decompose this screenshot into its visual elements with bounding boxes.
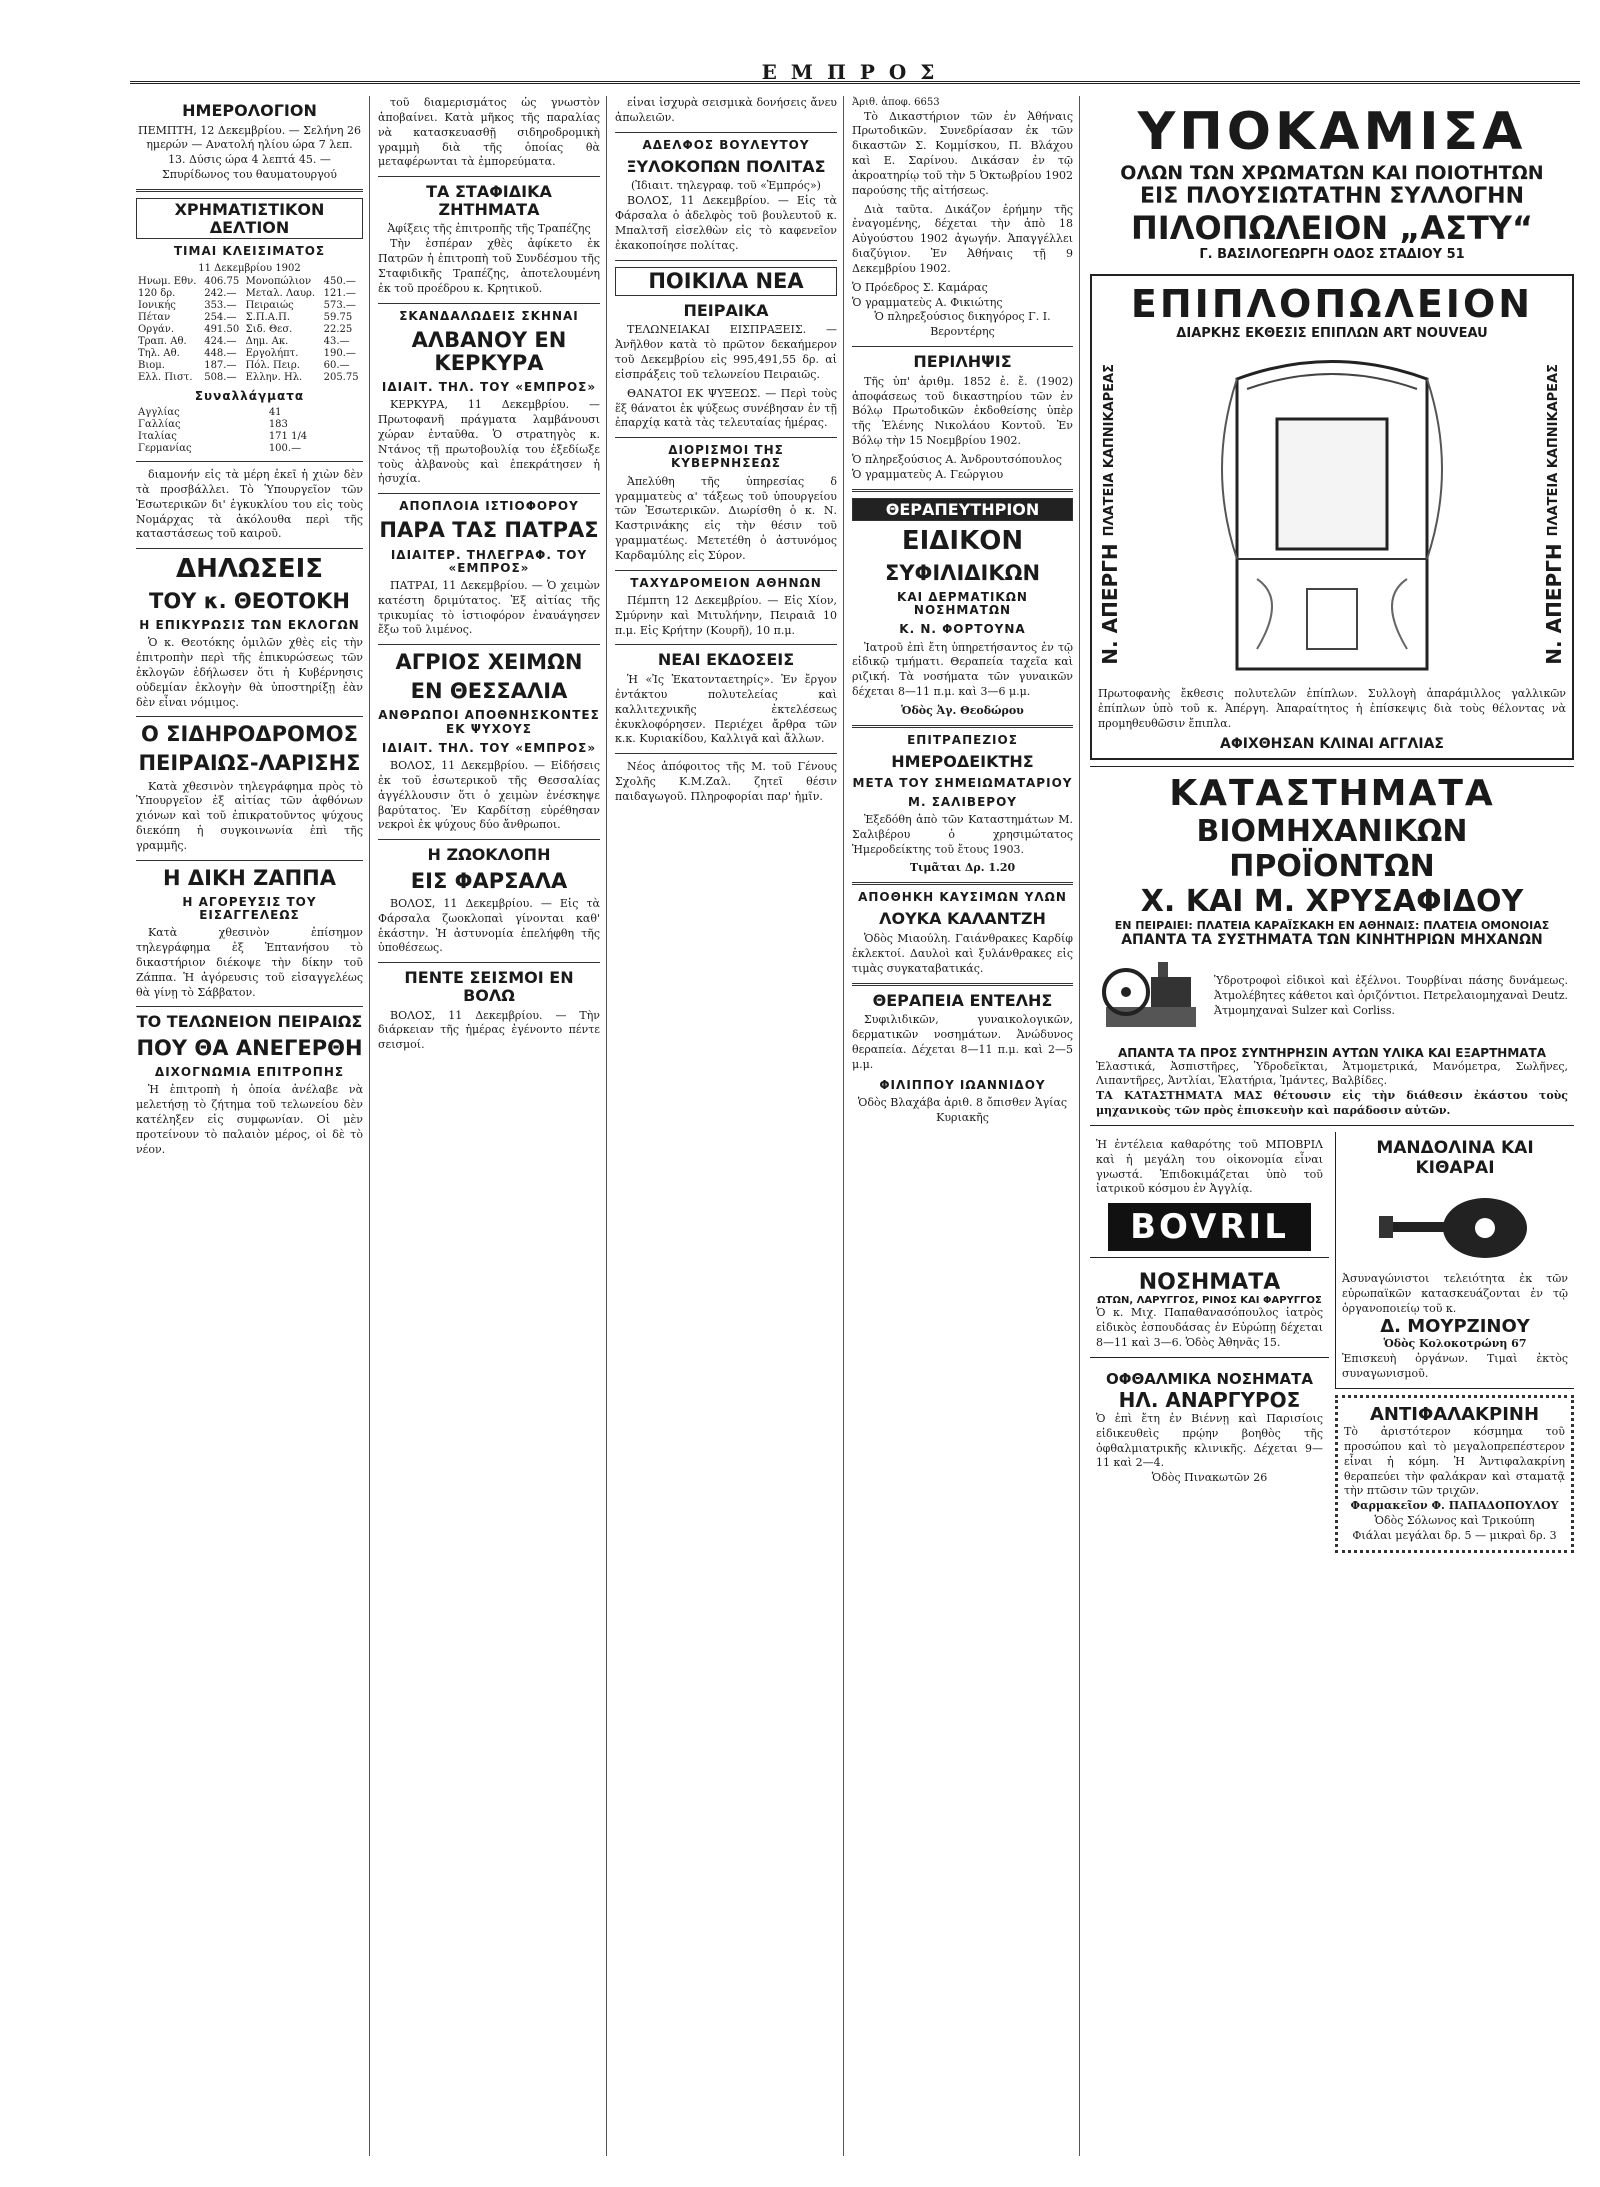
anti-addr: Ὁδὸς Σόλωνος καὶ Τρικούπη: [1374, 1514, 1535, 1528]
cure-title: ΘΕΡΑΠΕΙΑ ΕΝΤΕΛΗΣ: [872, 990, 1053, 1010]
stores-loc: ΕΝ ΠΕΙΡΑΙΕΙ: ΠΛΑΤΕΙΑ ΚΑΡΑΪΣΚΑΚΗ ΕΝ ΑΘΗΝΑΙΣ: ΠΛΑΤΕΙΑ ΟΜΟΝΟΙΑΣ: [1114, 918, 1550, 932]
signature: Ὁ πληρεξούσιος δικηγόρος Γ. Ι. Βεροντέρης: [874, 310, 1051, 339]
industrial-ad: [1090, 766, 1574, 1126]
patras-src: ΙΔΙΑΙΤΕΡ. ΤΗΛΕΓΡΑΦ. ΤΟΥ «ΕΜΠΡΟΣ»: [390, 547, 588, 575]
stores-name: Χ. ΚΑΙ Μ. ΧΡΥΣΑΦΙΔΟΥ: [1140, 883, 1524, 919]
stores-text: Ὑδροτροφοὶ εἰδικοὶ καὶ ἐξέλνοι. Τουρβίναι πάσης δυνάμεως. Ἀτμολέβητες κάθετοι καὶ ὁριζόντιοι. Πετρελαιομηχαναὶ Deutz. Ἀτμομηχαναὶ Sulzer καὶ Corliss.: [1214, 974, 1568, 1017]
therapy-sub: ΕΙΔΙΚΟΝ: [901, 526, 1024, 557]
furn-side-left: [1098, 364, 1122, 665]
rate-cell: Σ.Π.Α.Π.: [245, 311, 291, 323]
customs-sub: ΠΟΥ ΘΑ ΑΝΕΓΕΡΘΗ: [136, 1036, 363, 1061]
therapy-sub3: ΚΑΙ ΔΕΡΜΑΤΙΚΩΝ ΝΟΣΗΜΑΤΩΝ: [897, 589, 1028, 618]
govt-title: ΔΙΟΡΙΣΜΟΙ ΤΗΣ ΚΥΒΕΡΝΗΣΕΩΣ: [668, 443, 784, 471]
winter-sub: ΕΝ ΘΕΣΣΑΛΙΑ: [410, 679, 568, 704]
shirts-title: ΥΠΟΚΑΜΙΣΑ: [1137, 102, 1527, 162]
mandolin-addr: Ὁδὸς Κολοκοτρώνη 67: [1383, 1337, 1527, 1351]
parts-text: Ἐλαστικά, Ἀσπιστῆρες, Ὑδροδεῖκται, Ἀτμομετρικά, Μανόμετρα, Σωλῆνες, Λιπαντῆρες, Ἀντλίαι, Ἐλατήρια, Ἰμάντες, Βαλβίδες.: [1096, 1059, 1568, 1088]
divider: [378, 962, 600, 963]
exchange-cell: Αγγλίας: [138, 407, 180, 419]
eye-doc: ΗΛ. ΑΝΑΡΓΥΡΟΣ: [1118, 1387, 1301, 1412]
raisin-title: ΤΑ ΣΤΑΦΙΔΙΚΑ ΖΗΤΗΜΑΤΑ: [426, 182, 552, 219]
divider: [136, 548, 363, 549]
quake-title: ΠΕΝΤΕ ΣΕΙΣΜΟΙ ΕΝ ΒΟΛΩ: [404, 968, 574, 1005]
signature: Ὁ γραμματεὺς Α. Γεώργιου: [852, 467, 1004, 481]
mandolin-more: Ἐπισκευὴ ὀργάνων. Τιμαὶ ἐκτὸς συναγωνισμοῦ.: [1342, 1352, 1568, 1381]
exchange-cell: Ιταλίας: [138, 431, 177, 443]
bulletin-title: ΧΡΗΜΑΤΙΣΤΙΚΟΝ ΔΕΛΤΙΟΝ: [136, 198, 363, 239]
article-text: Κατὰ χθεσινὸν ἐπίσημον τηλεγράφημα ἐξ Ἑπτανήσου τὸ δικαστήριον διέκοψε τὴν δίκην τοῦ Ζάππα. Ἡ ἀγόρευσις τοῦ εἰσαγγελέως θὰ γίνῃ τὸ Σάββατον.: [136, 926, 363, 999]
misc-title: ΠΟΙΚΙΛΑ ΝΕΑ: [615, 267, 837, 296]
winter-title: ΑΓΡΙΟΣ ΧΕΙΜΩΝ: [395, 650, 583, 675]
exchange-row: [136, 431, 363, 443]
divider: [852, 882, 1073, 885]
exchange-cell: Γερμανίας: [138, 443, 192, 455]
masthead: ΕΜΠΡΟΣ: [130, 60, 1580, 84]
rate-cell: 508.—: [204, 371, 237, 383]
rate-cell: Σιδ. Θεσ.: [245, 323, 293, 335]
article-text: ΤΕΛΩΝΕΙΑΚΑΙ ΕΙΣΠΡΑΞΕΙΣ. — Ἀνῆλθον κατὰ τὸ πρῶτον δεκαήμερον τοῦ Δεκεμβρίου εἰς 995,491,55 δρ. αἱ εἰσπράξεις τοῦ τελωνείου Πειραιῶς. ΘΑΝΑΤΟΙ ΕΚ ΨΥΞΕΩΣ. — Περὶ τοὺς ἕξ θάνατοι ἐκ ψύξεως συνέβησαν ἐν τῇ ἐπαρχίᾳ κατὰ τὰς τελευταίας ἡμέρας.: [615, 323, 837, 430]
diary-text: ΠΕΜΠΤΗ, 12 Δεκεμβρίου. — Σελήνη 26 ημερών — Ανατολή ηλίου ώρα 7 λεπ. 13. Δύσις ώρα 4 λεπτά 45. — Σπυρίδωνος του θαυματουργού: [137, 123, 361, 182]
article-text: Ἡ ἐπιτροπὴ ἡ ὁποία ἀνέλαβε νὰ μελετήσῃ τὸ ζήτημα τοῦ τελωνείου δὲν κατέληξεν εἰς συμφωνίαν. Οἱ μὲν προτείνουν τὸ παλαιὸν μέρος, οἱ δὲ τὸ νέον.: [136, 1083, 363, 1156]
rate-cell: 121.—: [323, 287, 356, 299]
exchange-row: [136, 443, 363, 455]
anti-title: ΑΝΤΙΦΑΛΑΚΡΙΝΗ: [1369, 1403, 1540, 1425]
divider: [615, 570, 837, 571]
rate-cell: Πόλ. Πειρ.: [245, 359, 300, 371]
store-name: ΛΟΥΚΑ ΚΑΛΑΝΤΖΗ: [879, 909, 1046, 929]
cure-doc: ΦΙΛΙΠΠΟΥ ΙΩΑΝΝΙΔΟΥ: [879, 1077, 1046, 1092]
article-text: Συφιλιδικῶν, γυναικολογικῶν, δερματικῶν νοσημάτων. Ἀνώδυνος θεραπεία. Δέχεται 8—11 π.μ. καὶ 2—5 μ.μ.: [852, 1013, 1073, 1071]
rate-row: [136, 312, 363, 324]
rate-cell: 448.—: [204, 347, 237, 359]
rate-cell: Πέταν: [138, 311, 171, 323]
diary-title: ΗΜΕΡΟΛΟΓΙΟΝ: [182, 101, 317, 120]
divider: [615, 753, 837, 754]
patras-sub: ΠΑΡΑ ΤΑΣ ΠΑΤΡΑΣ: [379, 518, 599, 543]
column-ads: [1084, 96, 1580, 2156]
railway-sub: ΠΕΙΡΑΙΩΣ-ΛΑΡΙΣΗΣ: [138, 751, 361, 776]
zoo-title: Η ΖΩΟΚΛΟΠΗ: [427, 845, 551, 865]
divider: [852, 346, 1073, 347]
ads-row: [1090, 1132, 1574, 1559]
furn-text: Πρωτοφανὴς ἔκθεσις πολυτελῶν ἐπίπλων. Συλλογὴ ἀπαράμιλλος γαλλικῶν ἐπίπλων ὑπὸ τοῦ κ. Ἀπέργη. Ἀπαραίτητος ἡ ἐπίσκεψις διὰ τοὺς θέλοντας νὰ προμηθευθῶσιν ἔπιπλα.: [1098, 687, 1566, 730]
mandolin-maker: Δ. ΜΟΥΡΖΙΝΟΥ: [1380, 1316, 1530, 1338]
rate-cell: Βιομ.: [138, 359, 165, 371]
rate-cell: Μεταλ. Λαυρ.: [245, 287, 316, 299]
customs-sub2: ΔΙΧΟΓΝΩΜΙΑ ΕΠΙΤΡΟΠΗΣ: [154, 1065, 345, 1080]
winter-sub2: ΑΝΘΡΩΠΟΙ ΑΠΟΘΝΗΣΚΟΝΤΕΣ ΕΚ ΨΥΧΟΥΣ: [378, 708, 600, 736]
furn-side-name: Ν. ΑΠΕΡΓΗ: [1098, 543, 1122, 665]
calendar-price: Τιμᾶται Δρ. 1.20: [909, 861, 1016, 875]
exchange-cell: 41: [268, 407, 282, 419]
furn-side-right: [1542, 364, 1566, 665]
shirts-line2: ΕΙΣ ΠΛΟΥΣΙΩΤΑΤΗΝ ΣΥΛΛΟΓΗΝ: [1140, 184, 1524, 209]
rate-cell: 187.—: [204, 359, 237, 371]
furn-side-place: ΠΛΑΤΕΙΑ ΚΑΠΝΙΚΑΡΕΑΣ: [1546, 363, 1561, 537]
bovril-logo: BOVRIL: [1108, 1203, 1311, 1251]
mandolin-illustration: [1375, 1178, 1535, 1268]
article-text: Νέος ἀπόφοιτος τῆς Μ. τοῦ Γένους Σχολῆς Κ.Μ.Ζαλ. ζητεῖ θέσιν παιδαγωγοῦ. Πληροφορίαι παρ' ἡμῖν.: [615, 760, 837, 803]
stores-all: ΑΠΑΝΤΑ ΤΑ ΣΥΣΤΗΜΑΤΑ ΤΩΝ ΚΙΝΗΤΗΡΙΩΝ ΜΗΧΑΝΩΝ: [1121, 931, 1543, 948]
mandolin-ad: [1335, 1132, 1574, 1389]
brother-title: ΑΔΕΛΦΟΣ ΒΟΥΛΕΥΤΟΥ: [642, 137, 810, 152]
rate-cell: 190.—: [323, 347, 356, 359]
rate-cell: 450.—: [323, 275, 356, 287]
exchange-cell: 183: [268, 419, 288, 431]
article-text: Ἐξεδόθη ἀπὸ τῶν Καταστημάτων Μ. Σαλιβέρου ὁ χρησιμώτατος Ἡμεροδείκτης τοῦ ἔτους 1903.: [852, 812, 1073, 856]
brother-sub: ΞΥΛΟΚΟΠΩΝ ΠΟΛΙΤΑΣ: [626, 156, 826, 176]
rate-row: [136, 324, 363, 336]
albanos-src: ΙΔΙΑΙΤ. ΤΗΛ. ΤΟΥ «ΕΜΠΡΟΣ»: [381, 380, 597, 394]
rate-cell: 22.25: [323, 323, 353, 335]
rate-cell: 406.75: [204, 275, 240, 287]
anti-prices: Φιάλαι μεγάλαι δρ. 5 — μικραὶ δρ. 3: [1352, 1528, 1557, 1542]
article-text: ΚΕΡΚΥΡΑ, 11 Δεκεμβρίου. — Πρωτοφανῆ πράγματα λαμβάνουσι χώραν ἐνταῦθα. Ὁ στρατηγὸς κ. Ντάνος τῇ πρωτοβουλίᾳ του ἐξεδίωξε τοὺς ἀλβανοὺς καὶ ἐπεκράτησεν ἡ ἡσυχία.: [378, 398, 600, 486]
stores-title: ΚΑΤΑΣΤΗΜΑΤΑ: [1169, 772, 1495, 814]
divider: [378, 493, 600, 494]
article-text: ΒΟΛΟΣ, 11 Δεκεμβρίου. — Εἰς τὰ Φάρσαλα ζωοκλοπαὶ γίνονται καθ' ἑκάστην. Ἡ ἀστυνομία ἐπελήφθη τῆς ὑποθέσεως.: [378, 896, 600, 955]
exchange-row: [136, 419, 363, 431]
patras-title: ΑΠΟΠΛΟΙΑ ΙΣΤΙΟΦΟΡΟΥ: [399, 499, 579, 514]
cure-addr: Ὁδὸς Βλαχάβα ἀριθ. 8 ὄπισθεν Ἁγίας Κυριακῆς: [857, 1095, 1068, 1124]
rate-cell: 353.—: [204, 299, 237, 311]
article-text: διαμονήν εἰς τὰ μέρη ἐκεῖ ἡ χιὼν δὲν τὰ προσβάλλει. Τὸ Ὑπουργεῖον τῶν Ἐσωτερικῶν δι' ἐγκυκλίου του εἰς τοὺς Νομάρχας τὰ ἀκόλουθα περὶ τῆς καταστάσεως τοῦ καιροῦ.: [136, 468, 363, 541]
divider: [852, 983, 1073, 986]
anti-text: Τὸ ἀριστότερον κόσμημα τοῦ προσώπου καὶ τὸ μεγαλοπρεπέστερον εἶναι ἡ κόμη. Ἡ Ἀντιφαλακρίνη θεραπεύει τὴν φαλάκραν καὶ σταματᾷ τὴν πτῶσιν τῶν τριχῶν.: [1344, 1424, 1565, 1498]
article-text: ΒΟΛΟΣ, 11 Δεκεμβρίου. — Εἰς τὰ Φάρσαλα ὁ ἀδελφὸς τοῦ βουλευτοῦ κ. Μπαλτσῆ εἰσελθὼν εἰς τὸ καφενεῖον ἐκακοποίησε πολίτας.: [615, 194, 837, 252]
eye-title: ΟΦΘΑΛΜΙΚΑ ΝΟΣΗΜΑΤΑ: [1106, 1369, 1313, 1388]
exchange-row: [136, 407, 363, 419]
engine-illustration: [1096, 952, 1206, 1042]
furn-visual: [1098, 341, 1566, 687]
disease-title: ΝΟΣΗΜΑΤΑ: [1138, 1270, 1281, 1296]
newspaper-page: [130, 60, 1580, 2160]
rate-cell: Ελλ. Πιστ.: [138, 371, 193, 383]
article-text: Ὁδὸς Μιαούλη. Γαιάνθρακες Καρδίφ ἐκλεκτοί. Δαυλοὶ καὶ ξυλάνθρακες εἰς τιμὰς συγκαταβατικάς.: [852, 932, 1073, 975]
article-text: Πέμπτη 12 Δεκεμβρίου. — Εἰς Χίον, Σμύρνην καὶ Μιτυλήνην, Πειραιᾶ 10 π.μ. Εἰς Κρήτην (Κουρῆ), 10 π.μ.: [615, 593, 837, 637]
zoo-sub: ΕΙΣ ΦΑΡΣΑΛΑ: [410, 868, 568, 893]
divider: [378, 303, 600, 304]
summary-title: ΠΕΡΙΛΗΨΙΣ: [913, 352, 1012, 372]
article-text: Ἀπελύθη τῆς ὑπηρεσίας δ γραμματεὺς α' τάξεως τοῦ ὑπουργείου τῶν Ἐσωτερικῶν. Διωρίσθη ὁ κ. Ν. Καστρινάκης εἰς τὴν θέσιν τοῦ γραμματέως. Μετετέθη ὁ ἀστυνόμος Καρδαμύλης εἰς Σύρον.: [615, 474, 837, 562]
railway-title: Ο ΣΙΔΗΡΟΔΡΟΜΟΣ: [141, 722, 358, 747]
right-ads: [1335, 1132, 1574, 1559]
rate-cell: 60.—: [323, 359, 350, 371]
article-text: ΒΟΛΟΣ, 11 Δεκεμβρίου. — Τὴν διάρκειαν τῆς ἡμέρας ἐγένοντο πέντε σεισμοί.: [378, 1008, 600, 1052]
rate-cell: 573.—: [323, 299, 356, 311]
bovril-ad: [1090, 1132, 1329, 1258]
winter-src: ΙΔΙΑΙΤ. ΤΗΛ. ΤΟΥ «ΕΜΠΡΟΣ»: [381, 740, 597, 755]
disease-ad: [1090, 1264, 1329, 1358]
rate-cell: Δημ. Ακ.: [245, 335, 289, 347]
column-1: [130, 96, 370, 2156]
calendar-sub2: ΜΕΤΑ ΤΟΥ ΣΗΜΕΙΩΜΑΤΑΡΙΟΥ: [852, 775, 1073, 790]
divider: [378, 839, 600, 840]
exchange-cell: 171 1/4: [268, 431, 308, 443]
rate-cell: Τηλ. Αθ.: [138, 347, 180, 359]
divider: [378, 176, 600, 177]
rate-cell: Οργάν.: [138, 323, 175, 335]
declarations-title: ΔΗΛΩΣΕΙΣ: [175, 554, 324, 585]
article-text: Ἰατροῦ ἐπὶ ἔτη ὑπηρετήσαντος ἐν τῷ εἰδικῷ τμήματι. Θεραπεία ταχεῖα καὶ ριζική. Τὰ νοσήματα τῶν γυναικῶν δέχεται 8—11 π.μ. καὶ 3—6 μ.μ.: [852, 640, 1073, 699]
rate-row: [136, 288, 363, 300]
column-2: [372, 96, 607, 2156]
rate-row: [136, 336, 363, 348]
divider: [136, 860, 363, 861]
brother-src: (Ἰδιαιτ. τηλεγραφ. τοῦ «Ἐμπρός»): [631, 179, 821, 193]
divider: [852, 725, 1073, 728]
bulletin-sub: ΤΙΜΑΙ ΚΛΕΙΣΙΜΑΤΟΣ: [173, 244, 326, 259]
signature: Ὁ γραμματεὺς Α. Φικιώτης: [852, 295, 1003, 309]
calendar-title: ΕΠΙΤΡΑΠΕΖΙΟΣ: [907, 732, 1018, 747]
rate-row: [136, 348, 363, 360]
furniture-ad: [1090, 274, 1574, 760]
article-text: εἶναι ἰσχυρὰ σεισμικὰ δονήσεις ἄνευ ἀπωλειῶν.: [615, 96, 837, 124]
disease-sub: ΩΤΩΝ, ΛΑΡΥΓΓΟΣ, ΡΙΝΟΣ ΚΑΙ ΦΑΡΥΓΓΟΣ: [1097, 1295, 1322, 1307]
rate-cell: Πειραιώς: [245, 299, 294, 311]
eye-ad: [1090, 1364, 1329, 1492]
divider: [136, 1006, 363, 1007]
divider: [852, 489, 1073, 492]
parts-note: ΤΑ ΚΑΤΑΣΤΗΜΑΤΑ ΜΑΣ θέτουσιν εἰς τὴν διάθεσιν ἐκάστου τοὺς μηχανικοὺς τῶν πρὸς ἐπισκευὴν καὶ παράδοσιν αὐτῶν.: [1096, 1089, 1568, 1118]
rate-cell: 424.—: [204, 335, 237, 347]
zappa-title: Η ΔΙΚΗ ΖΑΠΠΑ: [163, 865, 336, 890]
albanos-title: ΣΚΑΝΔΑΛΩΔΕΙΣ ΣΚΗΝΑΙ: [399, 308, 579, 323]
misc-sub: ΠΕΙΡΑΙΚΑ: [683, 300, 769, 320]
exchange-title: Συναλλάγματα: [194, 388, 305, 403]
column-4: [846, 96, 1080, 2156]
furn-sub: ΔΙΑΡΚΗΣ ΕΚΘΕΣΙΣ ΕΠΙΠΛΩΝ ART NOUVEAU: [1176, 326, 1488, 341]
rate-row: [136, 276, 363, 288]
mandolin-text: Ἀσυναγώνιστοι τελειότητα ἐκ τῶν εὐρωπαϊκῶν κατασκευάζονται ἐν τῷ ὀργανοποιείῳ τοῦ κ.: [1342, 1271, 1568, 1315]
article-text: ΒΟΛΟΣ, 11 Δεκεμβρίου. — Εἰδήσεις ἐκ τοῦ ἐσωτερικοῦ τῆς Θεσσαλίας ἀγγέλλουσιν ὅτι ὁ χειμὼν ἐνέσκηψε βαρύτατος. Ἐν Καρδίτσῃ εὑρέθησαν νεκροὶ ἐκ ψύχους δύο ἄνθρωποι.: [378, 759, 600, 832]
parts-title: ΑΠΑΝΤΑ ΤΑ ΠΡΟΣ ΣΥΝΤΗΡΗΣΙΝ ΑΥΤΩΝ ΥΛΙΚΑ ΚΑΙ ΕΞΑΡΤΗΜΑΤΑ: [1117, 1045, 1547, 1060]
therapy-sub2: ΣΥΦΙΛΙΔΙΚΩΝ: [884, 560, 1041, 585]
therapy-addr: Ὁδὸς Ἀγ. Θεοδώρου: [901, 703, 1024, 717]
rate-cell: Μονοπώλιον: [245, 275, 312, 287]
signature: Ὁ Πρόεδρος Σ. Καμάρας: [852, 280, 988, 294]
furn-side-place: ΠΛΑΤΕΙΑ ΚΑΠΝΙΚΑΡΕΑΣ: [1102, 363, 1117, 537]
furn-beds: ΑΦΙΧΘΗΣΑΝ ΚΛΙΝΑΙ ΑΓΓΛΙΑΣ: [1220, 735, 1444, 752]
calendar-pub: Μ. ΣΑΛΙΒΕΡΟΥ: [908, 794, 1017, 809]
rates-table: [136, 276, 363, 384]
rate-cell: 120 δρ.: [138, 287, 176, 299]
furn-side-name: Ν. ΑΠΕΡΓΗ: [1542, 543, 1566, 665]
divider: [136, 716, 363, 717]
divider: [615, 644, 837, 645]
shirts-line1: ΟΛΩΝ ΤΩΝ ΧΡΩΜΑΤΩΝ ΚΑΙ ΠΟΙΟΤΗΤΩΝ: [1120, 162, 1544, 184]
divider: [615, 437, 837, 438]
exchange-cell: Γαλλίας: [138, 419, 181, 431]
rate-cell: 205.75: [323, 371, 359, 383]
mandolin-title: ΜΑΝΔΟΛΙΝΑ ΚΑΙ ΚΙΘΑΡΑΙ: [1376, 1137, 1534, 1178]
article-text: Τῆς ὑπ' ἀριθμ. 1852 ἐ. ἔ. (1902) ἀποφάσεως τοῦ δικαστηρίου τῶν ἐν Βόλῳ Πρωτοδικῶν ἐκδοθείσης ὑπὲρ τῆς Ἑλένης Νικολάου Κοντοῦ. Ἐν Βόλῳ τὴν 15 Νοεμβρίου 1902.: [852, 374, 1073, 448]
eye-addr: Ὁδὸς Πινακωτῶν 26: [1151, 1471, 1268, 1485]
disease-text: Ὁ κ. Μιχ. Παπαθανασόπουλος ἰατρὸς εἰδικὸς ἐσπουδάσας ἐν Εὐρώπῃ δέχεται 8—11 καὶ 3—6. Ὁδὸς Ἀθηνᾶς 15.: [1096, 1306, 1323, 1349]
article-text: Κατὰ χθεσινὸν τηλεγράφημα πρὸς τὸ Ὑπουργεῖον ἐξ αἰτίας τῶν ἀφθόνων χιόνων καὶ τοῦ ἐπικρατοῦντος ψύχους διεκόπη ἡ συγκοινωνία ἐπὶ τῆς γραμμῆς.: [136, 779, 363, 852]
rate-cell: Ηνωμ. Εθν.: [138, 275, 197, 287]
article-text: Ὁ κ. Θεοτόκης ὁμιλῶν χθὲς εἰς τὴν ἐπιτροπὴν περὶ τῆς ἐπικυρώσεως τῶν ἐκλογῶν ἐδήλωσεν ὅτι ἡ Κυβέρνησις οὐδεμίαν ἐκλογὴν θὰ ὑποστηρίξῃ ἐὰν δὲν εἶναι νόμιμος.: [136, 636, 363, 709]
article-text: Ἡ «Ἰς Ἑκατονταετηρίς». Ἐν ἔργον ἐντάκτου πολυτελείας καὶ καλλιτεχνικῆς ἐκτελέσεως ἐκυκλοφόρησεν. Περιέχει ἄρθρα τῶν κ.κ. Κυριακίδου, Καλλιγᾶ καὶ ἄλλων.: [615, 673, 837, 746]
rate-cell: 43.—: [323, 335, 350, 347]
divider: [136, 461, 363, 462]
article-text: τοῦ διαμερισμάτος ὡς γνωστὸν ἀποβαίνει. Κατὰ μῆκος τῆς παραλίας νὰ κατασκευασθῇ σιδηροδρομικὴ γραμμὴ διὰ τῆς ὁποίας θὰ μεταφέρωνται τὰ ἐμπορεύματα.: [378, 96, 600, 169]
rate-row: [136, 360, 363, 372]
raisin-sub: Ἀφίξεις τῆς ἐπιτροπῆς τῆς Τραπέζης: [387, 222, 591, 236]
rate-cell: Ιονικής: [138, 299, 176, 311]
rate-row: [136, 372, 363, 384]
shirts-ad: [1090, 96, 1574, 268]
pub-title: ΝΕΑΙ ΕΚΔΟΣΕΙΣ: [657, 650, 795, 670]
signature: Ὁ πληρεξούσιος Α. Ἀνδρουτσόπουλος: [852, 452, 1062, 466]
rate-cell: 242.—: [204, 287, 237, 299]
ref-number: Ἀριθ. ἀποφ. 6653: [852, 97, 940, 108]
rate-cell: 59.75: [323, 311, 353, 323]
article-text: Τὸ Δικαστήριον τῶν ἐν Ἀθήναις Πρωτοδικῶν. Συνεδρίασαν ἐκ τῶν δικαστῶν Σ. Κομμίσκου, Π. Βλάχου καὶ Ε. Σαρίνου. Δικάσαν ἐν τῷ ἀκροατηρίῳ τοῦ τὴν 5 Ὀκτωβρίου 1902 παρούσης τῆς αἰτήσεως. Διὰ ταῦτα. Δικάζον ἐρήμην τῆς ἐναγομένης, δέχεται τὴν ἀπὸ 18 Αὐγούστου 1902 ἀγωγήν. Ἀπαγγέλλει διαζύγιον. Ἐν Ἀθήναις τῇ 9 Δεκεμβρίου 1902.: [852, 109, 1073, 275]
albanos-sub: ΑΛΒΑΝΟΥ ΕΝ ΚΕΡΚΥΡΑ: [411, 327, 567, 375]
zappa-sub: Η ΑΓΟΡΕΥΣΙΣ ΤΟΥ ΕΙΣΑΓΓΕΛΕΩΣ: [182, 894, 317, 923]
divider: [136, 189, 363, 192]
store-title: ΑΠΟΘΗΚΗ ΚΑΥΣΙΜΩΝ ΥΛΩΝ: [858, 890, 1067, 905]
customs-title: ΤΟ ΤΕΛΩΝΕΙΟΝ ΠΕΙΡΑΙΩΣ: [136, 1012, 363, 1032]
anti-ad: [1335, 1395, 1574, 1553]
therapy-title: ΘΕΡΑΠΕΥΤΗΡΙΟΝ: [852, 498, 1073, 522]
furn-title: ΕΠΙΠΛΟΠΩΛΕΙΟΝ: [1130, 282, 1534, 326]
eye-text: Ὁ ἐπὶ ἔτη ἐν Βιέννῃ καὶ Παρισίοις εἰδικευθεὶς πρῴην βοηθὸς τῆς ὀφθαλμιατρικῆς κλινικῆς. Δέχεται 9—11 καὶ 2—4.: [1096, 1411, 1323, 1470]
cabinet-illustration: [1167, 349, 1497, 679]
rate-cell: Ελλην. Ηλ.: [245, 371, 303, 383]
shirts-store: ΠΙΛΟΠΩΛΕΙΟΝ „ΑΣΤΥ“: [1131, 209, 1533, 247]
rate-row: [136, 300, 363, 312]
divider: [615, 260, 837, 261]
stores-sub: ΒΙΟΜΗΧΑΝΙΚΩΝ ΠΡΟΪΟΝΤΩΝ: [1196, 813, 1468, 884]
declarations-sub: ΤΟΥ κ. ΘΕΟΤΟΚΗ: [149, 588, 350, 613]
rate-cell: 254.—: [204, 311, 237, 323]
declarations-sub2: Η ΕΠΙΚΥΡΩΣΙΣ ΤΩΝ ΕΚΛΟΓΩΝ: [139, 617, 360, 632]
exchange-table: [136, 407, 363, 455]
divider: [378, 644, 600, 645]
anti-pharm: Φαρμακεῖον Φ. ΠΑΠΑΔΟΠΟΥΛΟΥ: [1350, 1499, 1559, 1513]
article-text: ΠΑΤΡΑΙ, 11 Δεκεμβρίου. — Ὁ χειμὼν κατέστη δριμύτατος. Ἐξ αἰτίας τῆς τρικυμίας τὸ ἱστιοφόρον ἐναυάγησεν ἔξω τοῦ λιμένος.: [378, 578, 600, 637]
rate-cell: 491.50: [204, 323, 240, 335]
rate-cell: Εργολήπτ.: [245, 347, 299, 359]
left-ads: [1090, 1132, 1329, 1559]
shirts-owner: Γ. ΒΑΣΙΛΟΓΕΩΡΓΗ ΟΔΟΣ ΣΤΑΔΙΟΥ 51: [1199, 247, 1465, 262]
bovril-text: Ἡ ἐντέλεια καθαρότης τοῦ ΜΠΟΒΡΙΛ καὶ ἡ μεγάλη του οἰκονομία εἶναι γνωστά. Ἐπιδοκιμάζεται ὑπὸ τοῦ ἰατρικοῦ κόσμου ἐν Ἀγγλίᾳ.: [1096, 1137, 1323, 1196]
exchange-cell: 100.—: [268, 443, 302, 455]
stores-body: [1096, 952, 1568, 1042]
column-3: [609, 96, 844, 2156]
bulletin-date: 11 Δεκεμβρίου 1902: [198, 263, 301, 275]
article-text: Τὴν ἑσπέραν χθὲς ἀφίκετο ἐκ Πατρῶν ἡ ἐπιτροπὴ τοῦ Συνδέσμου τῆς Σταφιδικῆς Τραπέζης, ἀποτελουμένη ἐκ τοῦ προέδρου κ. Κρητικοῦ.: [378, 237, 600, 295]
divider: [615, 132, 837, 133]
calendar-sub: ΗΜΕΡΟΔΕΙΚΤΗΣ: [891, 751, 1034, 771]
mail-title: ΤΑΧΥΔΡΟΜΕΙΟΝ ΑΘΗΝΩΝ: [630, 575, 822, 590]
rate-cell: Τραπ. Αθ.: [138, 335, 187, 347]
therapy-doc: Κ. Ν. ΦΟΡΤΟΥΝΑ: [899, 622, 1026, 637]
